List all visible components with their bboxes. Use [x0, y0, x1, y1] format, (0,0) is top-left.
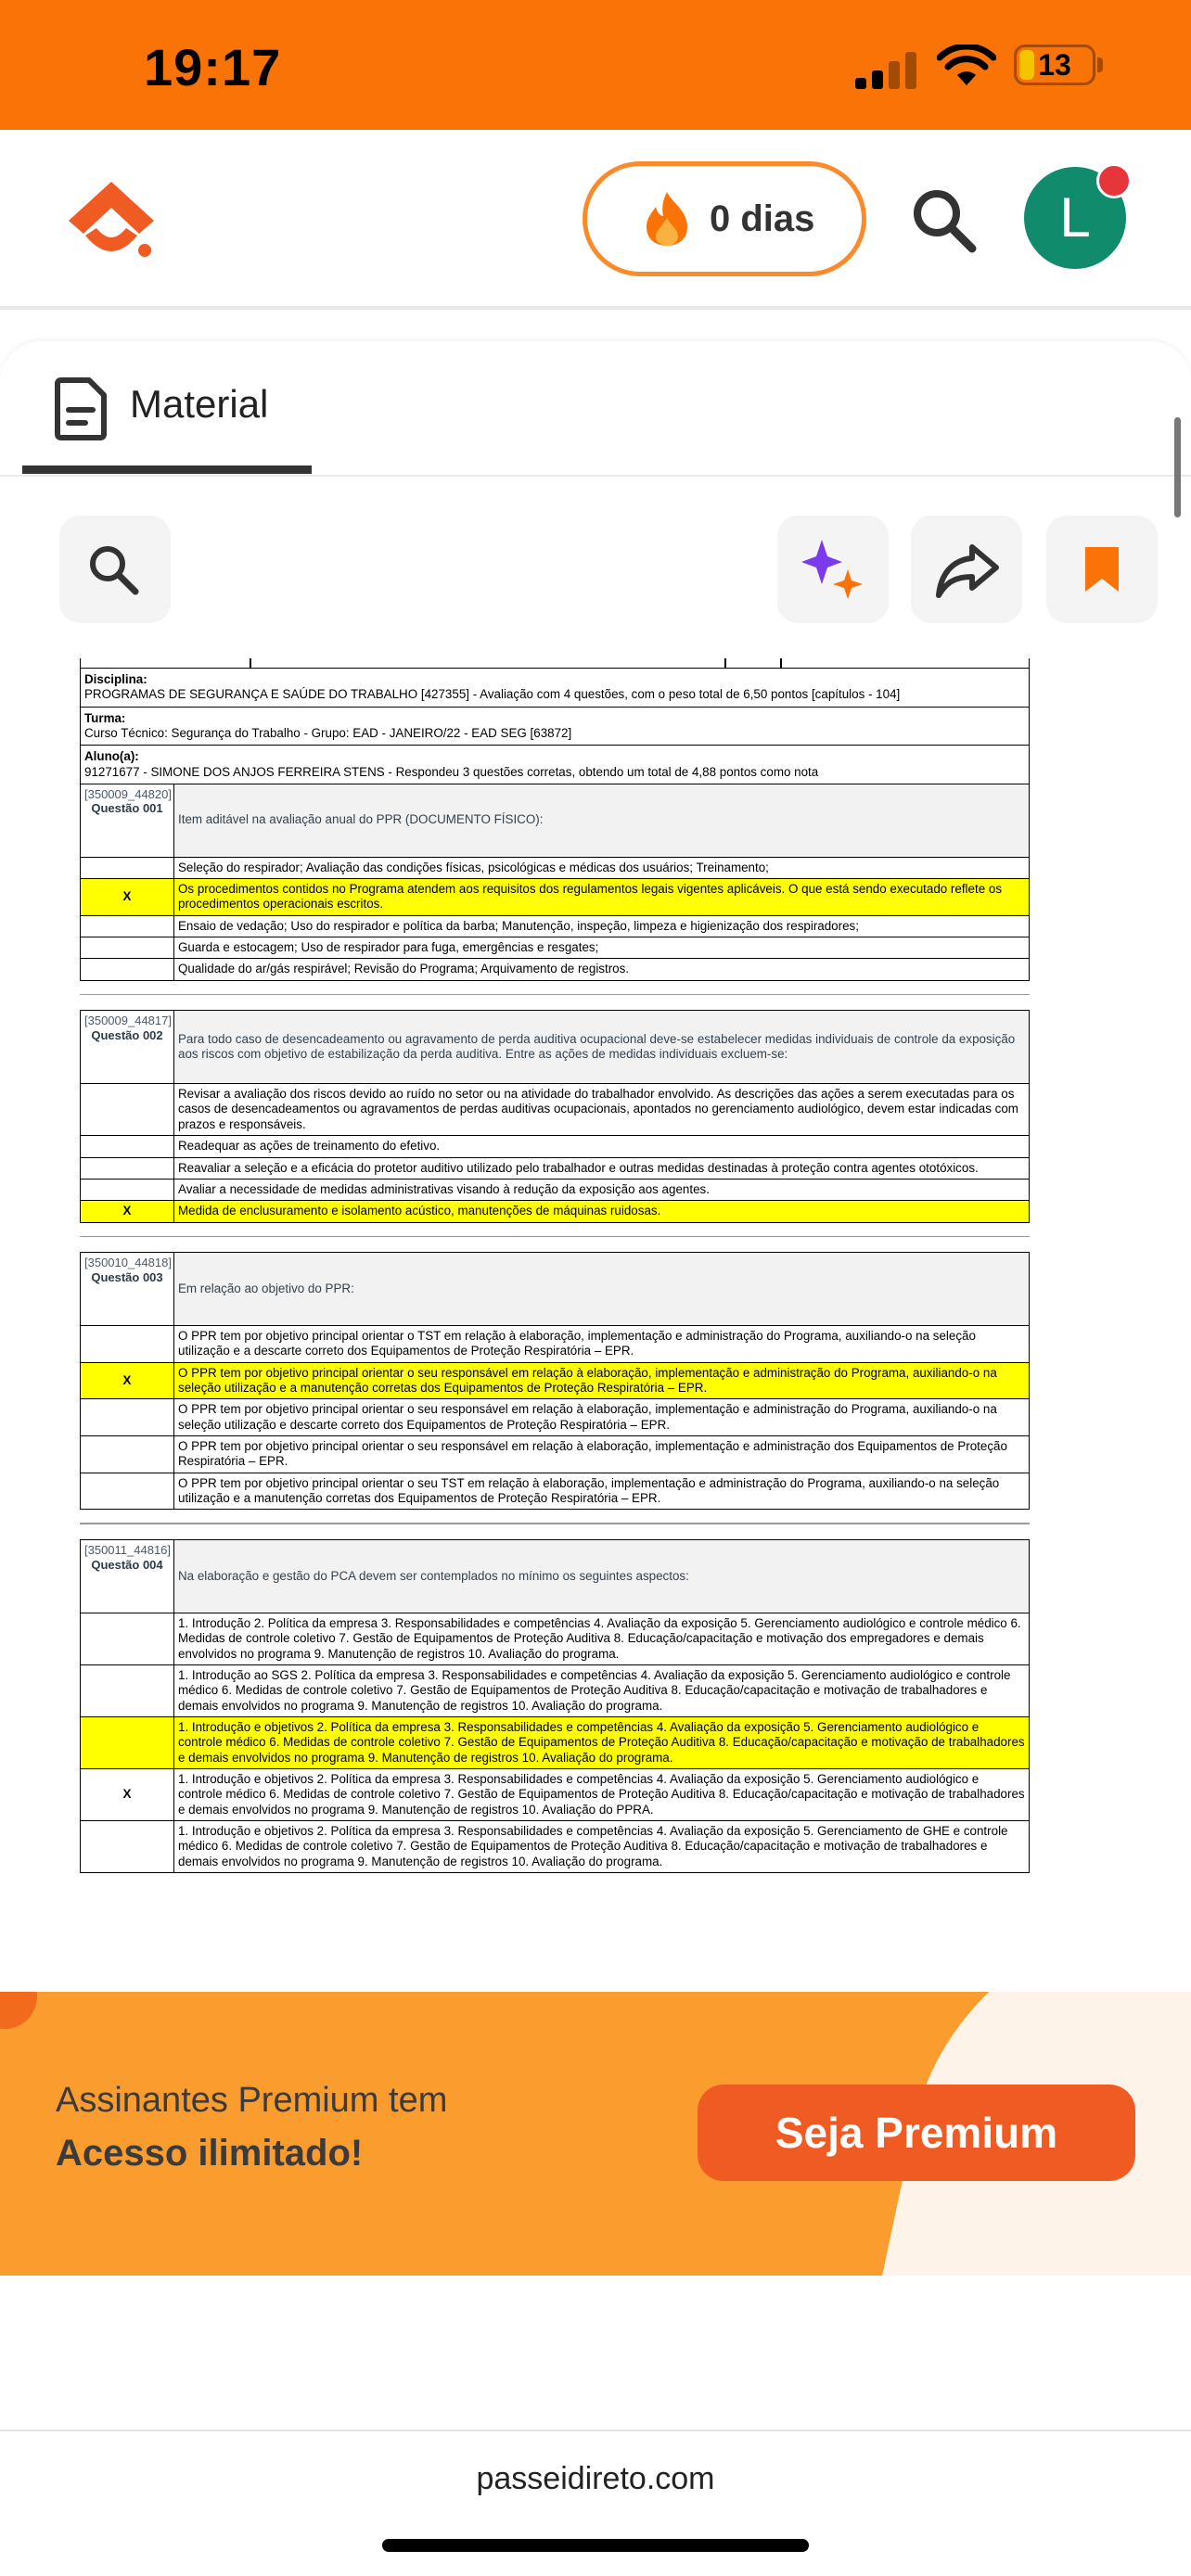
answer-option [81, 857, 1030, 878]
turma-label: Turma: [84, 710, 126, 725]
answer-option [81, 1436, 1030, 1473]
ai-sparkle-button[interactable] [777, 516, 889, 623]
search-icon[interactable] [907, 184, 981, 258]
avatar[interactable]: L [1024, 167, 1126, 269]
answer-text: O PPR tem por objetivo principal orientar o seu responsável em relação à elaboração, implementação e administração do Programa, auxiliando-o na seleção utilização e descarte correto dos Equipamentos de Proteção Respiratória – EPR. [174, 1399, 1030, 1436]
question-separator [80, 994, 1030, 996]
answer-mark [81, 1717, 174, 1769]
streak-button[interactable] [583, 161, 866, 276]
question-code: [350009_44817] [84, 1014, 172, 1028]
question-table [80, 784, 1030, 981]
answer-text: Reavaliar a seleção e a eficácia do protetor auditivo utilizado pelo trabalhador e outras medidas destinadas à proteção contra agentes ototóxicos. [174, 1157, 1030, 1179]
answer-text: Qualidade do ar/gás respirável; Revisão do Programa; Arquivamento de registros. [174, 959, 1030, 980]
answer-option [81, 1473, 1030, 1510]
question-prompt: Item aditável na avaliação anual do PPR (DOCUMENTO FÍSICO): [174, 784, 1030, 857]
site-url[interactable]: passeidireto.com [476, 2461, 715, 2496]
battery-icon [1014, 45, 1095, 85]
question-table [80, 1010, 1030, 1222]
question-table [80, 1252, 1030, 1510]
question-number: Questão 003 [91, 1269, 163, 1284]
answer-option [81, 1399, 1030, 1436]
turma-cell [81, 707, 1030, 746]
question-table [80, 1539, 1030, 1873]
answer-text: Seleção do respirador; Avaliação das condições físicas, psicológicas e médicas dos usuários; Treinamento; [174, 857, 1030, 878]
answer-mark [81, 1179, 174, 1200]
answer-text: Ensaio de vedação; Uso do respirador e política da barba; Manutenção, inspeção, limpeza e higienização dos respiradores; [174, 915, 1030, 937]
answer-mark [81, 915, 174, 937]
disciplina-value: PROGRAMAS DE SEGURANÇA E SAÚDE DO TRABALHO [427355] - Avaliação com 4 questões, com o peso total de 6,50 pontos [capítulos - 104] [84, 687, 901, 702]
battery-level: 13 [1038, 48, 1071, 82]
answer-mark [81, 937, 174, 958]
answer-option [81, 915, 1030, 937]
answer-text: 1. Introdução e objetivos 2. Política da empresa 3. Responsabilidades e competências 4. Avaliação da exposição 5. Gerenciamento audiológico e controle médico 6. Medidas de controle coletivo 7. Gestão de Equipamentos de Proteção Auditiva 8. Educação/capacitação e motivação de trabalhadores e demais envolvidos no programa 9. Manutenção de registros 10. Avaliação do programa. [174, 1717, 1030, 1769]
answer-text: Revisar a avaliação dos riscos devido ao ruído no setor ou na atividade do trabalhador envolvido. As descrições das ações a serem executadas para os casos de desencadeamentos ou agravamentos de perdas auditivas ocupacionais, apontados no gerenciamento audiológico, devem estar indicadas com prazos e responsáveis. [174, 1084, 1030, 1136]
answer-mark: X [81, 1769, 174, 1821]
answer-text: 1. Introdução ao SGS 2. Política da empresa 3. Responsabilidades e competências 4. Avaliação da exposição 5. Gerenciamento audiológico e controle médico 6. Medidas de controle coletivo 7. Gestão de Equipamentos de Proteção Auditiva 8. Educação/capacitação e motivação de trabalhadores e demais envolvidos no programa 9. Manutenção de registros 10. Avaliação do programa. [174, 1665, 1030, 1717]
answer-option-correct [81, 1201, 1030, 1222]
tab-underline [22, 465, 312, 474]
question-id [81, 1011, 174, 1084]
question-number: Questão 004 [91, 1557, 163, 1572]
tab-material[interactable]: Material [130, 382, 269, 426]
answer-mark [81, 1326, 174, 1363]
answer-mark [81, 1399, 174, 1436]
bookmark-button[interactable] [1046, 516, 1158, 623]
answer-mark [81, 857, 174, 878]
answer-option-correct [81, 1362, 1030, 1399]
answer-text: 1. Introdução e objetivos 2. Política da empresa 3. Responsabilidades e competências 4. Avaliação da exposição 5. Gerenciamento de GHE e controle médico 6. Medidas de controle coletivo 7. Gestão de Equipamentos de Proteção Auditiva 8. Educação/capacitação e motivação de trabalhadores e demais envolvidos no programa 9. Manutenção de registros 10. Avaliação do programa. [174, 1821, 1030, 1873]
turma-value: Curso Técnico: Segurança do Trabalho - Grupo: EAD - JANEIRO/22 - EAD SEG [63872] [84, 726, 572, 741]
answer-option [81, 1665, 1030, 1717]
answer-text: 1. Introdução 2. Política da empresa 3. Responsabilidades e competências 4. Avaliação da exposição 5. Gerenciamento audiológico e controle médico 6. Medidas de controle coletivo 7. Gestão de Equipamentos de Proteção Auditiva 8. Educação/capacitação e motivação dos empregadores e demais envolvidos no programa 9. Manutenção de registros 10. Avaliação do programa. [174, 1613, 1030, 1664]
search-icon [85, 542, 143, 599]
question-id [81, 1253, 174, 1326]
doc-search-button[interactable] [59, 516, 171, 623]
scrollbar-thumb[interactable] [1174, 417, 1181, 517]
signal-icon [855, 48, 916, 89]
answer-option-correct [81, 1717, 1030, 1769]
answer-option [81, 1136, 1030, 1157]
answer-text: Os procedimentos contidos no Programa atendem aos requisitos dos regulamentos legais vigentes aplicáveis. O que está sendo executado reflete os procedimentos operacionais escritos. [174, 878, 1030, 915]
tab-divider [0, 475, 1191, 477]
question-number: Questão 001 [91, 801, 163, 816]
answer-mark [81, 1665, 174, 1717]
answer-text: O PPR tem por objetivo principal orientar o seu responsável em relação à elaboração, implementação e administração do Programa, auxiliando-o na seleção utilização e a manutenção corretas dos Equipamentos de Proteção Respiratória – EPR. [174, 1362, 1030, 1399]
question-separator [80, 1236, 1030, 1238]
question-prompt: Em relação ao objetivo do PPR: [174, 1253, 1030, 1326]
question-id [81, 1539, 174, 1613]
aluno-cell [81, 746, 1030, 784]
streak-label: 0 dias [710, 198, 815, 239]
answer-option [81, 1613, 1030, 1664]
question-code: [350011_44816] [84, 1542, 172, 1557]
sparkle-icon [800, 536, 868, 603]
banner-corner-decoration [0, 1992, 37, 2029]
question-id [81, 784, 174, 857]
question-code: [350009_44820] [84, 786, 172, 801]
answer-text: O PPR tem por objetivo principal orientar o seu responsável em relação à elaboração, implementação e administração dos Equipamentos de Proteção Respiratória – EPR. [174, 1436, 1030, 1473]
answer-text: Readequar as ações de treinamento do efetivo. [174, 1136, 1030, 1157]
answer-mark [81, 959, 174, 980]
answer-mark [81, 1157, 174, 1179]
disciplina-cell [81, 669, 1030, 708]
status-time: 19:17 [144, 38, 282, 96]
wifi-icon [937, 45, 996, 89]
answer-text: Avaliar a necessidade de medidas administrativas visando à redução da exposição aos agentes. [174, 1179, 1030, 1200]
question-code: [350010_44818] [84, 1256, 172, 1270]
banner-headline: Acesso ilimitado! [56, 2133, 364, 2174]
exam-info-table [80, 668, 1030, 784]
flame-icon [641, 190, 693, 248]
battery-cap [1097, 57, 1103, 72]
document-page [80, 658, 1030, 1873]
answer-mark: X [81, 878, 174, 915]
answer-option-correct [81, 878, 1030, 915]
answer-option [81, 937, 1030, 958]
answer-text: Medida de enclusuramento e isolamento acústico, manutenções de máquinas ruidosas. [174, 1201, 1030, 1222]
answer-option [81, 1769, 1030, 1821]
answer-option [81, 1821, 1030, 1873]
share-button[interactable] [911, 516, 1022, 623]
disciplina-label: Disciplina: [84, 672, 147, 686]
answer-mark: X [81, 1201, 174, 1222]
aluno-value: 91271677 - SIMONE DOS ANJOS FERREIRA STENS - Respondeu 3 questões corretas, obtendo um total de 4,88 pontos como nota [84, 764, 819, 779]
document-icon [54, 376, 109, 441]
answer-mark [81, 1821, 174, 1873]
answer-option [81, 959, 1030, 980]
answer-mark [81, 1084, 174, 1136]
notification-dot [1096, 163, 1132, 198]
answer-text: 1. Introdução e objetivos 2. Política da empresa 3. Responsabilidades e competências 4. Avaliação da exposição 5. Gerenciamento audiológico e controle médico 6. Medidas de controle coletivo 7. Gestão de Equipamentos de Proteção Auditiva 8. Educação/capacitação e motivação de trabalhadores e demais envolvidos no programa 9. Manutenção de registros 10. Avaliação do PPRA. [174, 1769, 1030, 1821]
answer-option [81, 1084, 1030, 1136]
answer-text: Guarda e estocagem; Uso de respirador para fuga, emergências e resgates; [174, 937, 1030, 958]
answer-option [81, 1179, 1030, 1200]
answer-mark [81, 1613, 174, 1664]
header-divider [0, 306, 1191, 310]
answer-mark [81, 1136, 174, 1157]
share-icon [935, 542, 1000, 599]
question-separator [80, 1523, 1030, 1524]
answer-mark [81, 1473, 174, 1510]
bookmark-icon [1082, 543, 1122, 595]
answer-option [81, 1157, 1030, 1179]
question-prompt: Na elaboração e gestão do PCA devem ser contemplados no mínimo os seguintes aspectos: [174, 1539, 1030, 1613]
aluno-label: Aluno(a): [84, 749, 139, 764]
answer-mark: X [81, 1362, 174, 1399]
answer-option [81, 1326, 1030, 1363]
footer-divider [0, 2429, 1191, 2431]
home-indicator[interactable] [382, 2539, 809, 2552]
premium-button[interactable]: Seja Premium [698, 2085, 1135, 2181]
answer-mark [81, 1436, 174, 1473]
question-prompt: Para todo caso de desencadeamento ou agravamento de perda auditiva ocupacional deve-se estabelecer medidas individuais de controle da exposição aos riscos com objetivo de estabilização da perda auditiva. Entre as ações de medidas individuais excluem-se: [174, 1011, 1030, 1084]
page-top-edge [80, 658, 1030, 668]
banner-text: Assinantes Premium tem [56, 2081, 448, 2120]
question-number: Questão 002 [91, 1027, 163, 1042]
answer-text: O PPR tem por objetivo principal orientar o seu TST em relação à elaboração, implementação e administração do Programa, auxiliando-o na seleção utilização e a manutenção corretas dos Equipamentos de Proteção Respiratória – EPR. [174, 1473, 1030, 1510]
logo-icon[interactable] [65, 178, 158, 267]
answer-text: O PPR tem por objetivo principal orientar o TST em relação à elaboração, implementação e administração do Programa, auxiliando-o na seleção utilização e a descarte correto dos Equipamentos de Proteção Respiratória – EPR. [174, 1326, 1030, 1363]
